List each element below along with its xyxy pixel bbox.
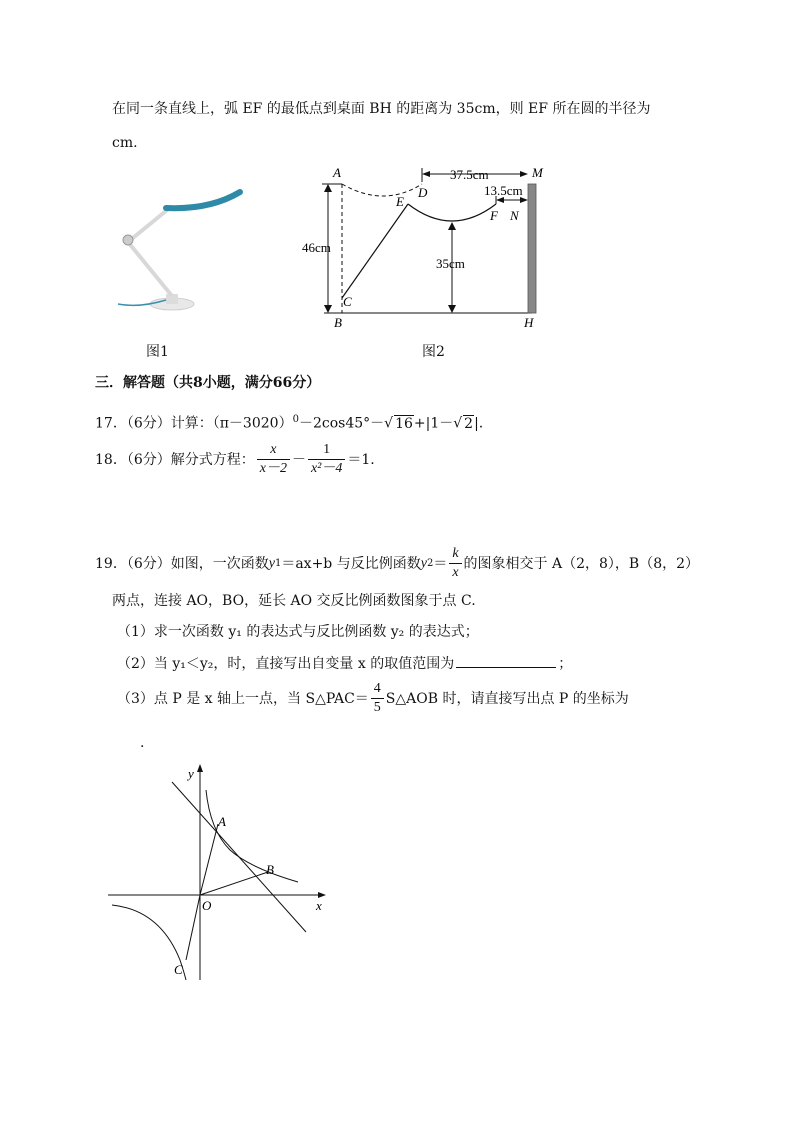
q19-sub2: 2 bbox=[426, 557, 434, 569]
q18 bbox=[95, 441, 375, 478]
q18-rhs: ＝1. bbox=[347, 451, 375, 468]
fig2-label-B: B bbox=[334, 315, 342, 330]
q19-part1: （1）求一次函数 y₁ 的表达式与反比例函数 y₂ 的表达式； bbox=[117, 624, 479, 640]
q19-part3-frac bbox=[371, 680, 384, 717]
graph-label-x: x bbox=[316, 898, 322, 913]
q17-expr-d: +|1－ bbox=[413, 415, 454, 432]
q18-num: 18．（6分）解分式方程： bbox=[95, 451, 255, 468]
q17: 17．（6分）计算：$(\pi-3020)^0-2\cos 45^\circ-√$ 16+|1－√ 2|. bbox=[95, 414, 484, 432]
q18-frac1-num: x bbox=[257, 441, 290, 460]
q19-x: x bbox=[452, 565, 459, 580]
q17-expr-c: － bbox=[370, 415, 385, 432]
q19-eq2: ＝ bbox=[433, 555, 448, 572]
q18-frac1-den: x－2 bbox=[259, 461, 287, 476]
q17-sup0: 0 bbox=[292, 414, 299, 425]
q19-eq1: ＝ax+b 与反比例函数 bbox=[281, 555, 421, 572]
q18-frac2-den: x²－4 bbox=[310, 461, 343, 476]
q19-line1 bbox=[95, 545, 699, 582]
q19-y1: y bbox=[268, 555, 275, 571]
q19-kx-frac bbox=[449, 545, 461, 582]
q19-part2-end: ； bbox=[558, 656, 573, 672]
figure1-caption: 图1 bbox=[146, 344, 169, 360]
q17-sqrt2: 2 bbox=[464, 415, 474, 432]
q18-minus: － bbox=[291, 451, 306, 468]
q19-part3-text-a: （3）点 P 是 x 轴上一点，当 S△PAC＝ bbox=[117, 690, 369, 707]
q19-sub1: 1 bbox=[274, 557, 282, 569]
q19-y2: y bbox=[420, 555, 427, 571]
q19-line2: 两点，连接 AO，BO，延长 AO 交反比例函数图象于点 C. bbox=[112, 593, 476, 609]
q17-sqrt16: 16 bbox=[395, 415, 413, 432]
q19-part3-den: 5 bbox=[373, 700, 381, 715]
q16-line2: cm. bbox=[112, 135, 138, 151]
q19-part2-blank[interactable] bbox=[456, 653, 556, 668]
q19-graph bbox=[100, 760, 340, 984]
fig2-label-A: A bbox=[333, 165, 341, 180]
figure1-lamp bbox=[100, 180, 260, 320]
graph-label-O: O bbox=[202, 898, 212, 913]
q19-part3 bbox=[117, 680, 629, 717]
fig2-dim-fn: 13.5cm bbox=[484, 183, 523, 198]
q16-line1: 在同一条直线上，弧 EF 的最低点到桌面 BH 的距离为 35cm，则 EF 所在圆的半径为 bbox=[112, 101, 651, 117]
q19-part2-text: （2）当 y₁＜y₂，时，直接写出自变量 x 的取值范围为 bbox=[117, 656, 455, 672]
q18-frac2 bbox=[308, 441, 345, 478]
fig2-label-E: E bbox=[396, 194, 404, 209]
q19-k: k bbox=[449, 545, 461, 564]
q17-num: 17．（6分）计算： bbox=[95, 415, 213, 432]
figure2-diagram bbox=[300, 160, 560, 332]
q19-part3-text-b: S△AOB 时，请直接写出点 P 的坐标为 bbox=[385, 690, 629, 707]
q19-part3-num: 4 bbox=[371, 680, 384, 699]
q18-frac1 bbox=[257, 441, 290, 478]
q17-expr-a: （π－3020） bbox=[212, 415, 293, 432]
section3-title: 三．解答题（共8小题，满分66分） bbox=[95, 375, 321, 391]
fig2-dim-height: 35cm bbox=[436, 256, 465, 271]
fig2-label-F: F bbox=[490, 208, 498, 223]
graph-label-C: C bbox=[174, 962, 183, 977]
q17-expr-e: |. bbox=[474, 415, 484, 432]
fig2-label-N: N bbox=[510, 208, 519, 223]
q17-expr-b: －2cos45° bbox=[298, 415, 371, 432]
graph-label-A: A bbox=[218, 814, 226, 829]
fig2-label-D: D bbox=[418, 185, 428, 200]
fig2-label-M: M bbox=[532, 165, 543, 180]
fig2-label-H: H bbox=[524, 315, 534, 330]
q19-lead: 19．（6分）如图，一次函数 bbox=[95, 555, 269, 572]
q19-tail: 的图象相交于 A（2，8），B（8，2） bbox=[463, 555, 700, 572]
graph-label-y: y bbox=[188, 766, 194, 781]
figure2-caption: 图2 bbox=[422, 344, 445, 360]
fig2-dim-dm: 37.5cm bbox=[450, 167, 489, 182]
q18-frac2-num: 1 bbox=[308, 441, 345, 460]
graph-label-B: B bbox=[266, 862, 274, 877]
q19-part3-end: . bbox=[140, 735, 145, 751]
fig2-label-C: C bbox=[343, 294, 352, 309]
fig2-dim-ab: 46cm bbox=[302, 240, 331, 255]
q19-part2 bbox=[117, 653, 572, 674]
